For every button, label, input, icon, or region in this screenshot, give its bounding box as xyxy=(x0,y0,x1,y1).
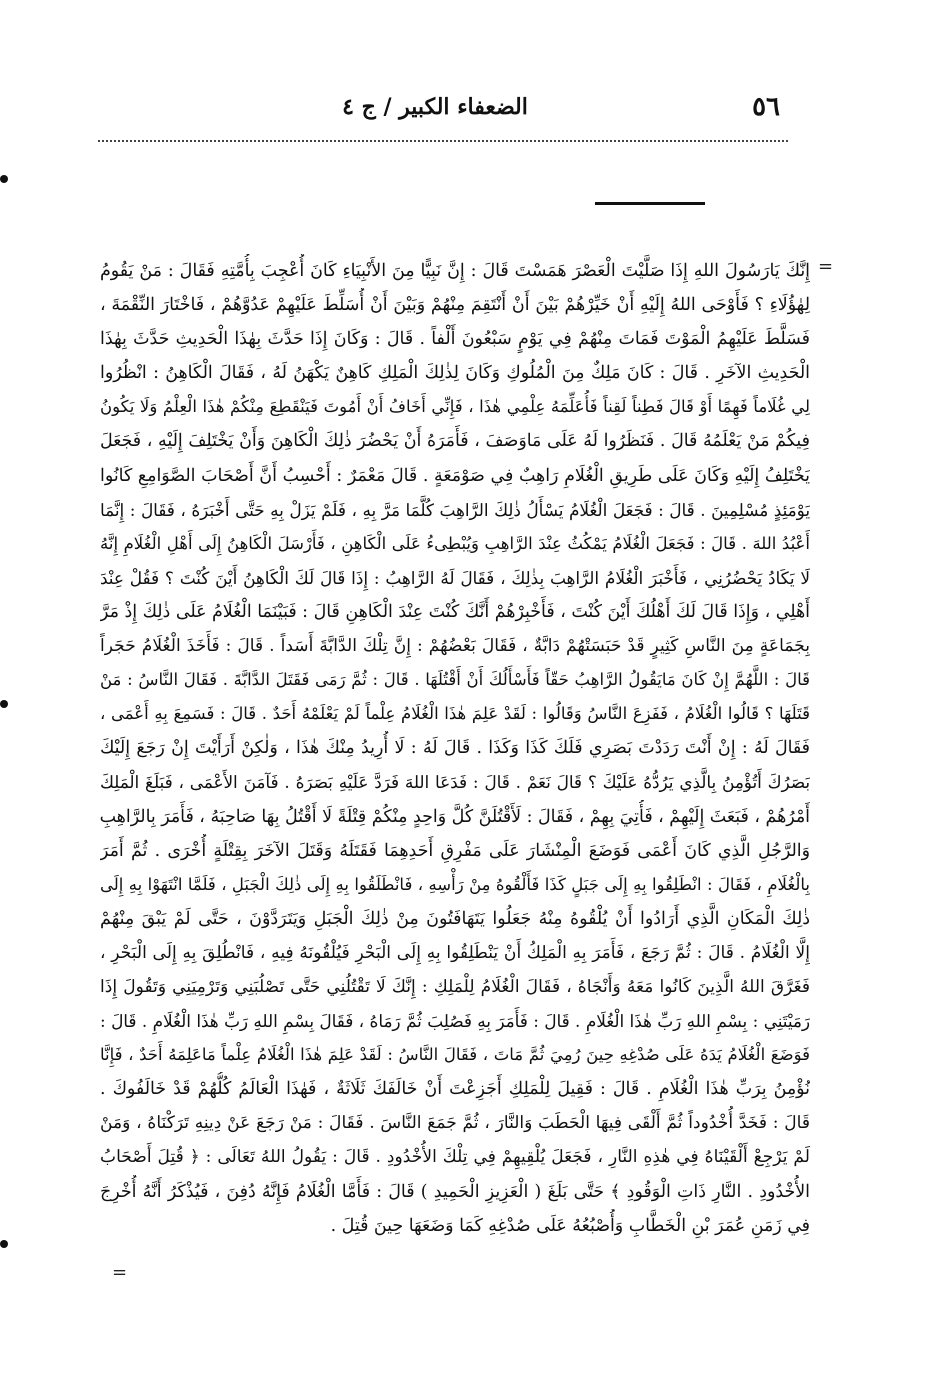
text-line: بَصَرُكَ أَتُؤْمِنُ بِالَّذِي يَرُدُّهُ عَلَيْكَ ؟ قَالَ نَعَمْ . قَالَ : فَدَعَا اللهَ فَرَدَّ عَلَيْهِ بَصَرَهُ . فَآمَنَ الأَعْمَى ، فَبَلَغَ الْمَلِكَ xyxy=(100,772,810,793)
text-line: أَهْلِي ، وَإِذَا قَالَ لَكَ أَهْلُكَ أَيْنَ كُنْتَ ، فَأَخْبِرْهُمْ أَنَّكَ كُنْتَ عِنْدَ الْكَاهِنِ قَالَ : فَبَيْنَمَا الْغُلَامُ عَلَى ذٰلِكَ إِذْ مَرَّ xyxy=(100,601,810,622)
binding-hole-mark xyxy=(0,1240,8,1248)
text-line: رَمَيْتَنِي : بِسْمِ اللهِ رَبِّ هٰذَا الْغُلَامِ . قَالَ : فَأَمَرَ بِهِ فَصُلِبَ ثُمَّ رَمَاهُ ، فَقَالَ بِسْمِ اللهِ رَبِّ هٰذَا الْغُلَامِ . قَالَ : xyxy=(100,1011,810,1032)
text-line: قَتَلَهَا ؟ قَالُوا الْغُلَامُ ، فَفَزِعَ النَّاسُ وَقَالُوا : لَقَدْ عَلِمَ هٰذَا الْغُلَامُ عِلْماً لَمْ يَعْلَمْهُ أَحَدٌ . قَالَ : فَسَمِعَ بِهِ أَعْمَى ، xyxy=(100,704,810,724)
continuation-mark-top: = xyxy=(818,256,834,277)
page-header xyxy=(90,92,780,132)
text-line: فِيكُمْ مَنْ يَعْلَمُهُ قَالَ . فَنَظَرُوا لَهُ عَلَى مَاوَصَفَ ، فَأَمَرَهُ أَنْ يَحْضُرَ ذٰلِكَ الْكَاهِنَ وَأَنْ يَخْتَلِفَ إِلَيْهِ ، فَجَعَلَ xyxy=(100,431,810,452)
text-line: نُؤْمِنُ بِرَبِّ هٰذَا الْغُلَامِ . قَالَ : فَقِيلَ لِلْمَلِكِ أَجَزِعْتَ أَنْ خَالَفَكَ ثَلَاثَةٌ ، فَهٰذَا الْعَالَمُ كُلُّهُمْ قَدْ خَالَفُوكَ . xyxy=(100,1079,810,1100)
binding-hole-mark xyxy=(0,175,8,183)
text-line: أَمْرُهُمْ ، فَبَعَثَ إِلَيْهِمْ ، فَأُتِيَ بِهِمْ ، فَقَالَ : لَأَقْتُلَنَّ كُلَّ وَاحِدٍ مِنْكُمْ قِتْلَةً لَا أَقْتُلُ بِهَا صَاحِبَهُ ، فَأَمَرَ بِالرَّاهِبِ xyxy=(100,806,810,827)
header-dotted-rule xyxy=(98,140,788,142)
text-line: وَالرَّجُلِ الَّذِي كَانَ أَعْمَى فَوَضَعَ الْمِنْشَارَ عَلَى مَفْرِقِ أَحَدِهِمَا فَقَتَلَهُ وَقَتَلَ الآخَرَ بِقِتْلَةٍ أُخْرَى . ثُمَّ أَمَرَ xyxy=(100,840,810,861)
text-line: قَالَ : اللَّهُمَّ إِنْ كَانَ مَايَقُولُ الرَّاهِبُ حَقّاً فَأَسْأَلُكَ أَنْ أَقْتُلَهَا . قَالَ : ثُمَّ رَمَى فَقَتَلَ الدَّابَّةَ . فَقَالَ النَّاسُ : مَنْ xyxy=(100,670,810,690)
text-line: لَا يَكَادُ يَحْضُرُنِي ، فَأَخْبَرَ الْغُلَامُ الرَّاهِبَ بِذٰلِكَ ، فَقَالَ لَهُ الرَّاهِبُ : إِذَا قَالَ لَكَ الْكَاهِنُ أَيْنَ كُنْتَ ؟ فَقُلْ عِنْدَ xyxy=(100,567,810,588)
continuation-mark-bottom: = xyxy=(112,1262,128,1283)
text-line: فِي زَمَنِ عُمَرَ بْنِ الْخَطَّابِ وَأُصْبُعُهُ عَلَى صُدْغِهِ كَمَا وَضَعَهَا حِينَ قُتِلَ . xyxy=(330,1215,810,1236)
text-line: يَخْتَلِفُ إِلَيْهِ وَكَانَ عَلَى طَرِيقِ الْغُلَامِ رَاهِبٌ فِي صَوْمَعَةٍ . قَالَ مَعْمَرٌ : أَحْسِبُ أَنَّ أَصْحَابَ الصَّوَامِعِ كَانُوا xyxy=(100,465,810,486)
text-line: أَعْبُدُ اللهَ . قَالَ : فَجَعَلَ الْغُلَامُ يَمْكُثُ عِنْدَ الرَّاهِبِ وَيُبْطِىءُ عَلَى الْكَاهِنِ ، فَأَرْسَلَ الْكَاهِنُ إِلَى أَهْلِ الْغُلَامِ إِنَّهُ xyxy=(100,533,810,553)
text-line: يَوْمَئِذٍ مُسْلِمِينَ . قَالَ : فَجَعَلَ الْغُلَامُ يَسْأَلُ ذٰلِكَ الرَّاهِبَ كُلَّمَا مَرَّ بِهِ ، فَلَمْ يَزَلْ بِهِ حَتَّى أَخْبَرَهُ ، فَقَالَ : إِنَّمَا xyxy=(100,499,810,520)
section-rule xyxy=(595,202,705,205)
text-line: لِهٰؤُلَاءِ ؟ فَأَوْحَى اللهُ إِلَيْهِ أَنْ خَيِّرْهُمْ بَيْنَ أَنْ أَنْتَقِمَ مِنْهُمْ وَبَيْنَ أَنْ أُسَلِّطَ عَلَيْهِمْ عَدُوَّهُمْ ، فَاخْتَارَ النِّقْمَةَ ، xyxy=(100,295,810,316)
text-line: فَسَلَّطَ عَلَيْهِمُ الْمَوْتَ فَمَاتَ مِنْهُمْ فِي يَوْمٍ سَبْعُونَ أَلْفاً . قَالَ : وَكَانَ إِذَا حَدَّثَ بِهٰذَا الْحَدِيثِ حَدَّثَ بِهٰذَا xyxy=(100,329,810,350)
text-line: فَقَالَ لَهُ : إِنْ أَنْتَ رَدَدْتَ بَصَرِي فَلَكَ كَذَا وَكَذَا . قَالَ لَهُ : لَا أُرِيدُ مِنْكَ هٰذَا ، وَلٰكِنْ أَرَأَيْتَ إِنْ رَجَعَ إِلَيْكَ xyxy=(100,738,810,759)
body-text xyxy=(100,254,810,1243)
text-line: إِلَّا الْغُلَامُ . قَالَ : ثُمَّ رَجَعَ ، فَأَمَرَ بِهِ الْمَلِكُ أَنْ يَنْطَلِقُوا بِهِ إِلَى الْبَحْرِ فَيُلْقُونَهُ فِيهِ ، فَانْطُلِقَ بِهِ إِلَى الْبَحْرِ ، xyxy=(100,942,810,963)
text-line: بِجَمَاعَةٍ مِنَ النَّاسِ كَثِيرٍ قَدْ حَبَسَتْهُمْ دَابَّةٌ ، فَقَالَ بَعْضُهُمْ : إِنَّ تِلْكَ الدَّابَّةَ أَسَداً . قَالَ : فَأَخَذَ الْغُلَامُ حَجَراً xyxy=(100,636,810,657)
running-title: الضعفاء الكبير / ج ٤ xyxy=(342,94,528,120)
text-line: فَغَرَّقَ اللهُ الَّذِينَ كَانُوا مَعَهُ وَأَنْجَاهُ ، فَقَالَ الْغُلَامُ لِلْمَلِكِ : إِنَّكَ لَا تَقْتُلُنِي حَتَّى تَصْلُبَنِي وَتَرْمِيَنِي وَتَقُولَ إِذَا xyxy=(100,976,810,997)
binding-hole-mark xyxy=(0,700,8,708)
text-line: لَمْ يَرْجِعْ أَلْقَيْنَاهُ فِي هٰذِهِ النَّارِ ، فَجَعَلَ يُلْقِيهِمْ فِي تِلْكَ الأُخْدُودِ . قَالَ : يَقُولُ اللهُ تَعَالَى : ﴿ قُتِلَ أَصْحَابُ xyxy=(100,1147,810,1168)
text-line: إِنَّكَ يَارَسُولَ اللهِ إِذَا صَلَّيْتَ الْعَصْرَ هَمَسْتَ قَالَ : إِنَّ نَبِيًّا مِنَ الأَنْبِيَاءِ كَانَ أُعْجِبَ بِأُمَّتِهِ فَقَالَ : مَنْ يَقُومُ xyxy=(100,261,810,281)
text-line: فَوَضَعَ الْغُلَامُ يَدَهُ عَلَى صُدْغِهِ حِينَ رُمِيَ ثُمَّ مَاتَ ، فَقَالَ النَّاسُ : لَقَدْ عَلِمَ هٰذَا الْغُلَامُ عِلْماً مَاعَلِمَهُ أَحَدٌ ، فَإِنَّا xyxy=(100,1045,810,1065)
text-line: لِي غُلَاماً فَهِمًا أَوْ قَالَ فَطِناً لَقِناً فَأُعَلِّمَهُ عِلْمِي هٰذَا ، فَإِنِّي أَخَافُ أَنْ أَمُوتَ فَيَنْقَطِعَ مِنْكُمْ هٰذَا الْعِلْمُ وَلَا يَكُونُ xyxy=(100,397,810,417)
text-line: الأُخْدُودِ . النَّارِ ذَاتِ الْوَقُودِ ﴾ حَتَّى بَلَغَ ( الْعَزِيزِ الْحَمِيدِ ) قَالَ : فَأَمَّا الْغُلَامُ فَإِنَّهُ دُفِنَ ، فَيُذْكَرُ أَنَّهُ أُخْرِجَ xyxy=(100,1181,810,1202)
text-line: ذٰلِكَ الْمَكَانِ الَّذِي أَرَادُوا أَنْ يُلْقُوهُ مِنْهُ جَعَلُوا يَتَهَافَتُونَ مِنْ ذٰلِكَ الْجَبَلِ وَيَتَرَدَّوْنَ ، حَتَّى لَمْ يَبْقَ مِنْهُمْ xyxy=(100,908,810,929)
text-line: قَالَ : فَخَدَّ أُخْدُوداً ثُمَّ أَلْقَى فِيهَا الْحَطَبَ وَالنَّارَ ، ثُمَّ جَمَعَ النَّاسَ . فَقَالَ : مَنْ رَجَعَ عَنْ دِينِهِ تَرَكْنَاهُ ، وَمَنْ xyxy=(100,1113,810,1134)
text-line: بِالْغُلَامِ ، فَقَالَ : انْطَلِقُوا بِهِ إِلَى جَبَلٍ كَذَا فَأَلْقُوهُ مِنْ رَأْسِهِ ، فَانْطَلَقُوا بِهِ إِلَى ذٰلِكَ الْجَبَلِ ، فَلَمَّا انْتَهَوْا بِهِ إِلَى xyxy=(100,874,810,894)
page-number: ٥٦ xyxy=(752,92,780,122)
text-line: الْحَدِيثِ الآخَرِ . قَالَ : كَانَ مَلِكٌ مِنَ الْمُلُوكِ وَكَانَ لِذٰلِكَ الْمَلِكِ كَاهِنٌ يَكْهَنُ لَهُ ، فَقَالَ الْكَاهِنُ : انْظُرُوا xyxy=(100,363,810,384)
